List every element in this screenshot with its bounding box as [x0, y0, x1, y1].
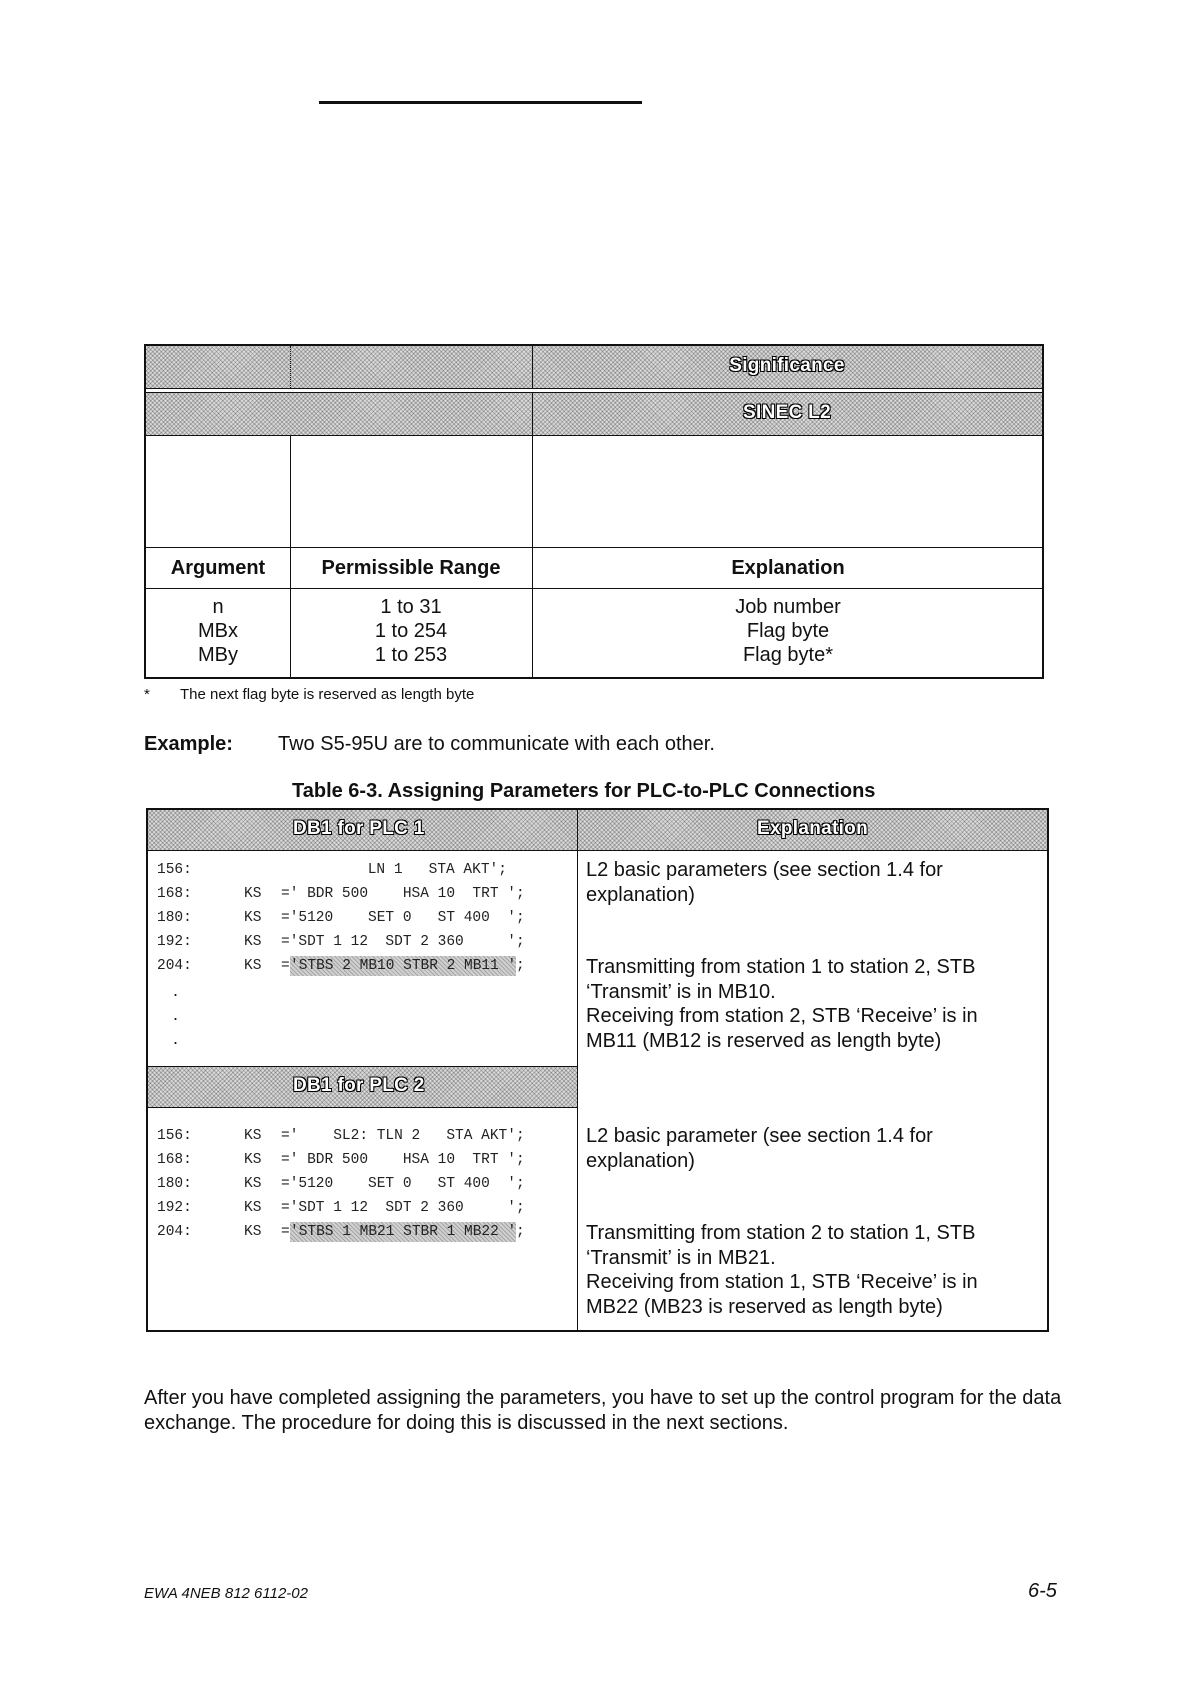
expl-line: Receiving from station 2, STB ‘Receive’ is in: [586, 1005, 978, 1027]
code-body: ='5120 SET 0 ST 400 ';: [281, 910, 525, 926]
document-id: EWA 4NEB 812 6112-02: [144, 1585, 308, 1602]
db1-plc2-header: DB1 for PLC 2: [293, 1075, 425, 1096]
code-ks: KS: [244, 1128, 262, 1144]
plc-connection-table: [146, 808, 1049, 1332]
code-addr: 204:: [157, 1224, 192, 1240]
plc2-expl-stb: [586, 1221, 978, 1319]
expl-line: Transmitting from station 2 to station 1, STB: [586, 1222, 976, 1244]
code-addr: 156:: [157, 1128, 192, 1144]
code-ks: KS: [244, 934, 262, 950]
footnote-text: The next flag byte is reserved as length byte: [180, 686, 475, 703]
closing-paragraph: After you have completed assigning the parameters, you have to set up the control program for the data exchange. The procedure for doing this is discussed in the next sections.: [144, 1387, 1062, 1434]
code-semicolon: ;: [516, 958, 525, 974]
ellipsis-dot: .: [173, 1028, 179, 1048]
expl-line: L2 basic parameters (see section 1.4 for: [586, 859, 943, 881]
range-mbx: 1 to 254: [374, 620, 448, 642]
parameter-table: [144, 344, 1044, 679]
range-n: 1 to 31: [380, 596, 442, 618]
plc2-expl-basic: [586, 1124, 933, 1173]
expl-line: ‘Transmit’ is in MB21.: [586, 1246, 776, 1269]
example-label: Example:: [144, 733, 233, 755]
code-eq: =: [281, 1224, 290, 1240]
code-addr: 180:: [157, 910, 192, 926]
expl-line: explanation): [586, 1149, 695, 1172]
ellipsis-dot: .: [173, 980, 179, 1000]
expl-n: Job number: [735, 596, 841, 618]
code-addr: 180:: [157, 1176, 192, 1192]
expl-mby: Flag byte*: [742, 644, 834, 666]
column-permissible-range: Permissible Range: [321, 557, 501, 579]
code-body: =' BDR 500 HSA 10 TRT ';: [281, 886, 525, 902]
code-ks: KS: [244, 958, 262, 974]
column-argument: Argument: [170, 557, 266, 579]
range-mby: 1 to 253: [374, 644, 448, 666]
expl-line: L2 basic parameter (see section 1.4 for: [586, 1125, 933, 1147]
code-body: =' SL2: TLN 2 STA AKT';: [281, 1128, 525, 1144]
code-addr: 192:: [157, 934, 192, 950]
code-body: ='SDT 1 12 SDT 2 360 ';: [281, 1200, 525, 1216]
db1-plc1-header: DB1 for PLC 1: [293, 818, 425, 839]
code-ks: KS: [244, 1200, 262, 1216]
code-addr: 192:: [157, 1200, 192, 1216]
highlighted-param: 'STBS 1 MB21 STBR 1 MB22 ': [290, 1224, 517, 1240]
arg-mbx: MBx: [198, 620, 238, 642]
arg-n: n: [212, 596, 224, 618]
arg-mby: MBy: [198, 644, 238, 666]
sinec-l2-header: SINEC L2: [743, 402, 831, 423]
code-addr: 204:: [157, 958, 192, 974]
code-body: LN 1 STA AKT';: [272, 862, 507, 878]
code-addr: 168:: [157, 1152, 192, 1168]
column-explanation: Explanation: [731, 557, 845, 579]
code-ks: KS: [244, 1152, 262, 1168]
code-ks: KS: [244, 910, 262, 926]
code-addr: 168:: [157, 886, 192, 902]
expl-line: MB22 (MB23 is reserved as length byte): [586, 1295, 943, 1318]
expl-mbx: Flag byte: [746, 620, 830, 642]
code-body: ='5120 SET 0 ST 400 ';: [281, 1176, 525, 1192]
page-number: 6-5: [1028, 1580, 1057, 1602]
expl-line: MB11 (MB12 is reserved as length byte): [586, 1029, 942, 1052]
code-ks: KS: [244, 1176, 262, 1192]
footnote-marker: *: [144, 686, 150, 703]
example-text: Two S5-95U are to communicate with each other.: [278, 733, 715, 755]
code-eq: =: [281, 958, 290, 974]
expl-line: Transmitting from station 1 to station 2, STB: [586, 956, 976, 978]
header-rule: [319, 101, 642, 104]
code-body: ='SDT 1 12 SDT 2 360 ';: [281, 934, 525, 950]
highlighted-param: 'STBS 2 MB10 STBR 2 MB11 ': [290, 958, 517, 974]
code-ks: KS: [244, 886, 262, 902]
explanation-header: Explanation: [757, 818, 868, 839]
expl-line: ‘Transmit’ is in MB10.: [586, 980, 776, 1003]
table-caption: Table 6-3. Assigning Parameters for PLC-to-PLC Connections: [292, 780, 876, 802]
code-semicolon: ;: [516, 1224, 525, 1240]
code-addr: 156:: [157, 862, 192, 878]
expl-line: Receiving from station 1, STB ‘Receive’ is in: [586, 1271, 978, 1293]
significance-header: Significance: [729, 355, 845, 376]
ellipsis-dot: .: [173, 1004, 179, 1024]
plc1-expl-stb: [586, 955, 978, 1053]
plc1-expl-basic: [586, 858, 943, 907]
expl-line: explanation): [586, 883, 695, 906]
code-body: =' BDR 500 HSA 10 TRT ';: [281, 1152, 525, 1168]
code-ks: KS: [244, 1224, 262, 1240]
